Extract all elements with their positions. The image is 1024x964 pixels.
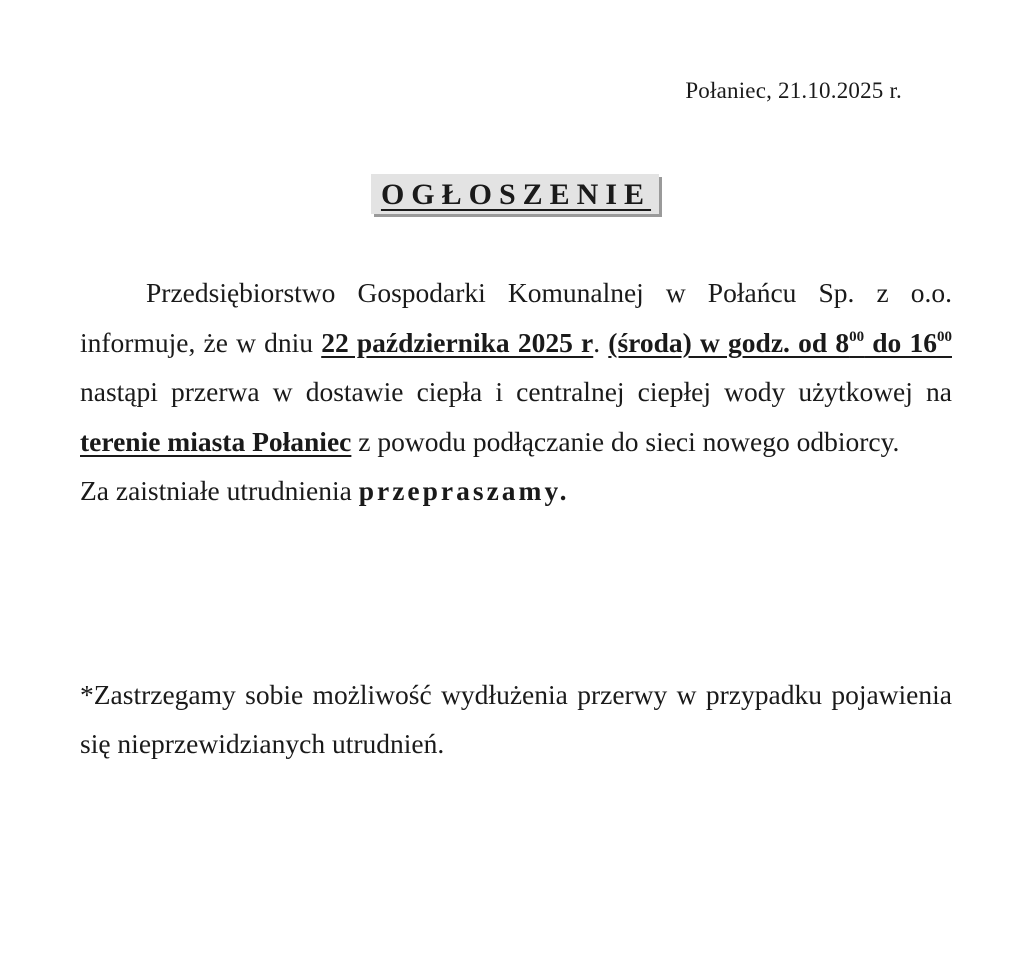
place-date: Połaniec, 21.10.2025 r. [685, 78, 902, 103]
announcement-title: OGŁOSZENIE [371, 174, 659, 214]
apology-prefix: Za zaistniałe utrudnienia [80, 475, 359, 506]
outage-time-start [608, 327, 864, 358]
weekday-text: (środa) w godz. od 8 [608, 326, 850, 358]
disclaimer-note [80, 670, 952, 768]
outage-description: nastąpi przerwa w dostawie ciepła i centralnej ciepłej wody użytkowej na [80, 376, 952, 407]
outage-date: 22 października 2025 r [321, 326, 594, 358]
start-minutes: 00 [849, 328, 865, 345]
disclaimer-text: *Zastrzegamy sobie możliwość wydłużenia przerwy w przypadku pojawienia się nieprzewidzianych utrudnień. [80, 679, 952, 759]
intro-text: Przedsiębiorstwo Gospodarki Komunalnej w Połańcu Sp. z o.o. informuje, że w dniu [80, 277, 952, 358]
title-container [0, 174, 1024, 214]
announcement-body [80, 268, 952, 516]
apology-line [80, 466, 952, 516]
outage-time-end [864, 327, 952, 358]
end-minutes: 00 [936, 328, 952, 345]
outage-area: terenie miasta Połaniec [80, 425, 352, 457]
apology-word: przepraszamy. [358, 475, 570, 506]
announcement-paragraph [80, 268, 952, 466]
outage-date-end: . [593, 326, 609, 358]
outage-reason: z powodu podłączanie do sieci nowego odbiorcy. [351, 425, 900, 457]
end-hour-text: do 16 [864, 326, 937, 358]
